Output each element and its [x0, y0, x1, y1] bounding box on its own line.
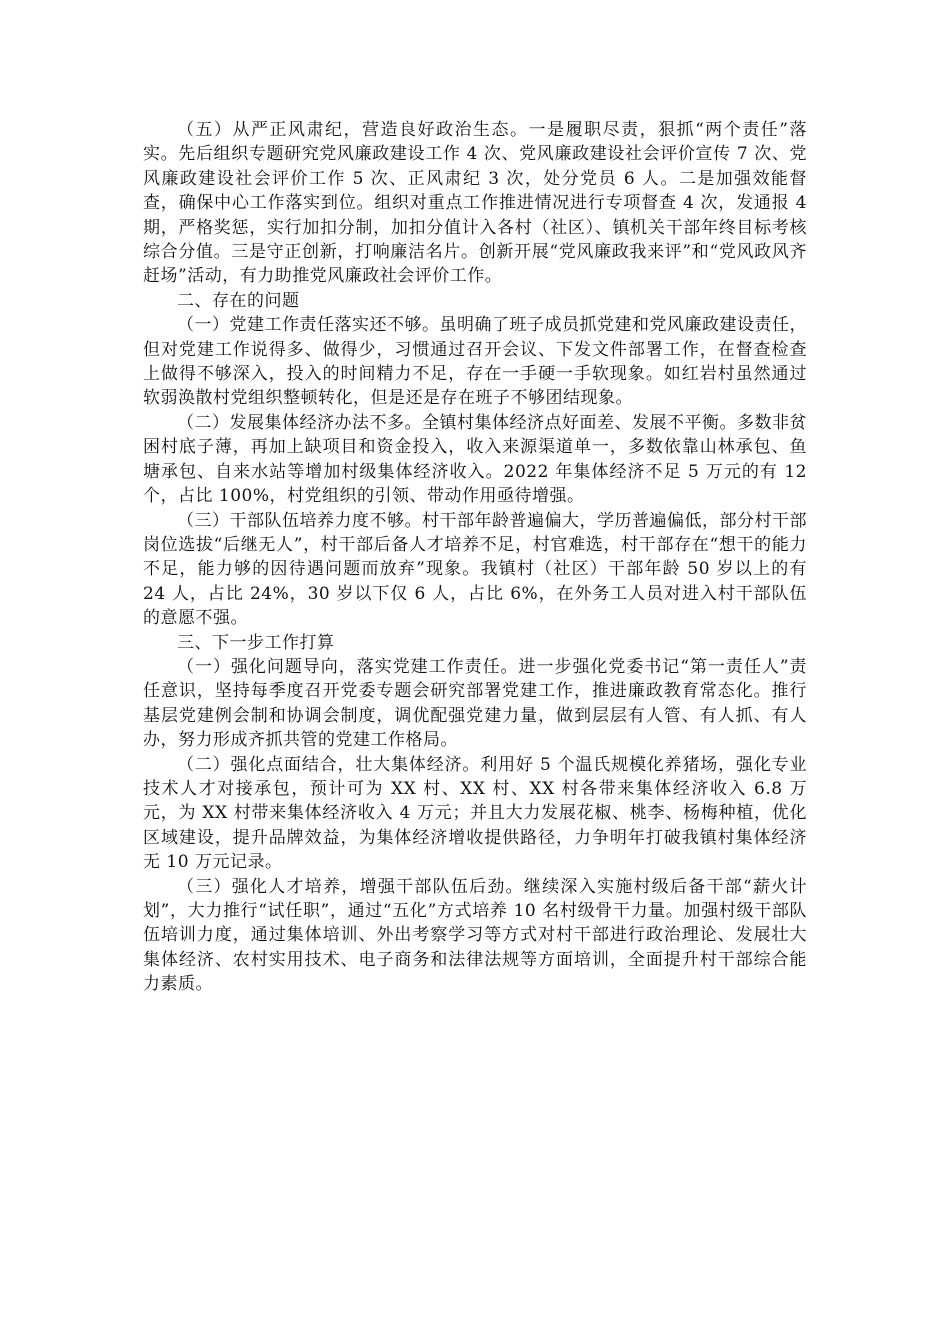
section-heading-problems: 二、存在的问题 [177, 290, 300, 311]
section-heading-next-steps: 三、下一步工作打算 [177, 632, 335, 653]
paragraph-five-discipline: （五）从严正风肃纪，营造良好政治生态。一是履职尽责，狠抓“两个责任”落实。先后组织专题研究党风廉政建设工作 4 次、党风廉政建设社会评价宣传 7 次、党风廉政建设社会评价工作 5 次、正风肃纪 3 次，处分党员 6 人。二是加强效能督查，确保中心工作落实到位。组织对重点工作推进情况进行专项督查 4 次，发通报 4 期，严格奖惩，实行加扣分制，加扣分值计入各村（社区）、镇机关干部年终目标考核综合分值。三是守正创新，打响廉洁名片。创新开展“党风廉政我来评”和“党风政风齐赶场”活动，有力助推党风廉政社会评价工作。 [143, 120, 807, 287]
paragraph-plan-two: （二）强化点面结合，壮大集体经济。利用好 5 个温氏规模化养猪场，强化专业技术人才对接承包，预计可为 XX 村、XX 村、XX 村各带来集体经济收入 6.8 万元，为 XX 村带来集体经济收入 4 万元；并且大力发展花椒、桃李、杨梅种植，优化区域建设，提升品牌效益，为集体经济增收提供路径，力争明年打破我镇村集体经济无 10 万元记录。 [143, 754, 807, 873]
paragraph-problem-three: （三）干部队伍培养力度不够。村干部年龄普遍偏大，学历普遍偏低，部分村干部岗位选拔“后继无人”，村干部后备人才培养不足，村官难选，村干部存在“想干的能力不足，能力够的因待遇问题而放弃”现象。我镇村（社区）干部年龄 50 岁以上的有 24 人，占比 24%，30 岁以下仅 6 人，占比 6%，在外务工人员对进入村干部队伍的意愿不强。 [143, 510, 807, 629]
document-body [143, 118, 807, 997]
paragraph-problem-one: （一）党建工作责任落实还不够。虽明确了班子成员抓党建和党风廉政建设责任，但对党建工作说得多、做得少，习惯通过召开会议、下发文件部署工作，在督查检查上做得不够深入，投入的时间精力不足，存在一手硬一手软现象。如红岩村虽然通过软弱涣散村党组织整顿转化，但是还是存在班子不够团结现象。 [143, 315, 807, 409]
paragraph-plan-one: （一）强化问题导向，落实党建工作责任。进一步强化党委书记“第一责任人”责任意识，坚持每季度召开党委专题会研究部署党建工作，推进廉政教育常态化。推行基层党建例会制和协调会制度，调优配强党建力量，做到层层有人管、有人抓、有人办，努力形成齐抓共管的党建工作格局。 [143, 656, 807, 751]
paragraph-problem-two: （二）发展集体经济办法不多。全镇村集体经济点好面差、发展不平衡。多数非贫困村底子薄，再加上缺项目和资金投入，收入来源渠道单一，多数依靠山林承包、鱼塘承包、自来水站等增加村级集体经济收入。2022 年集体经济不足 5 万元的有 12 个，占比 100%，村党组织的引领、带动作用亟待增强。 [143, 412, 807, 507]
paragraph-plan-three: （三）强化人才培养，增强干部队伍后劲。继续深入实施村级后备干部“薪火计划”，大力推行“试任职”，通过“五化”方式培养 10 名村级骨干力量。加强村级干部队伍培训力度，通过集体培训、外出考察学习等方式对村干部进行政治理论、发展壮大集体经济、农村实用技术、电子商务和法律法规等方面培训，全面提升村干部综合能力素质。 [143, 876, 807, 995]
